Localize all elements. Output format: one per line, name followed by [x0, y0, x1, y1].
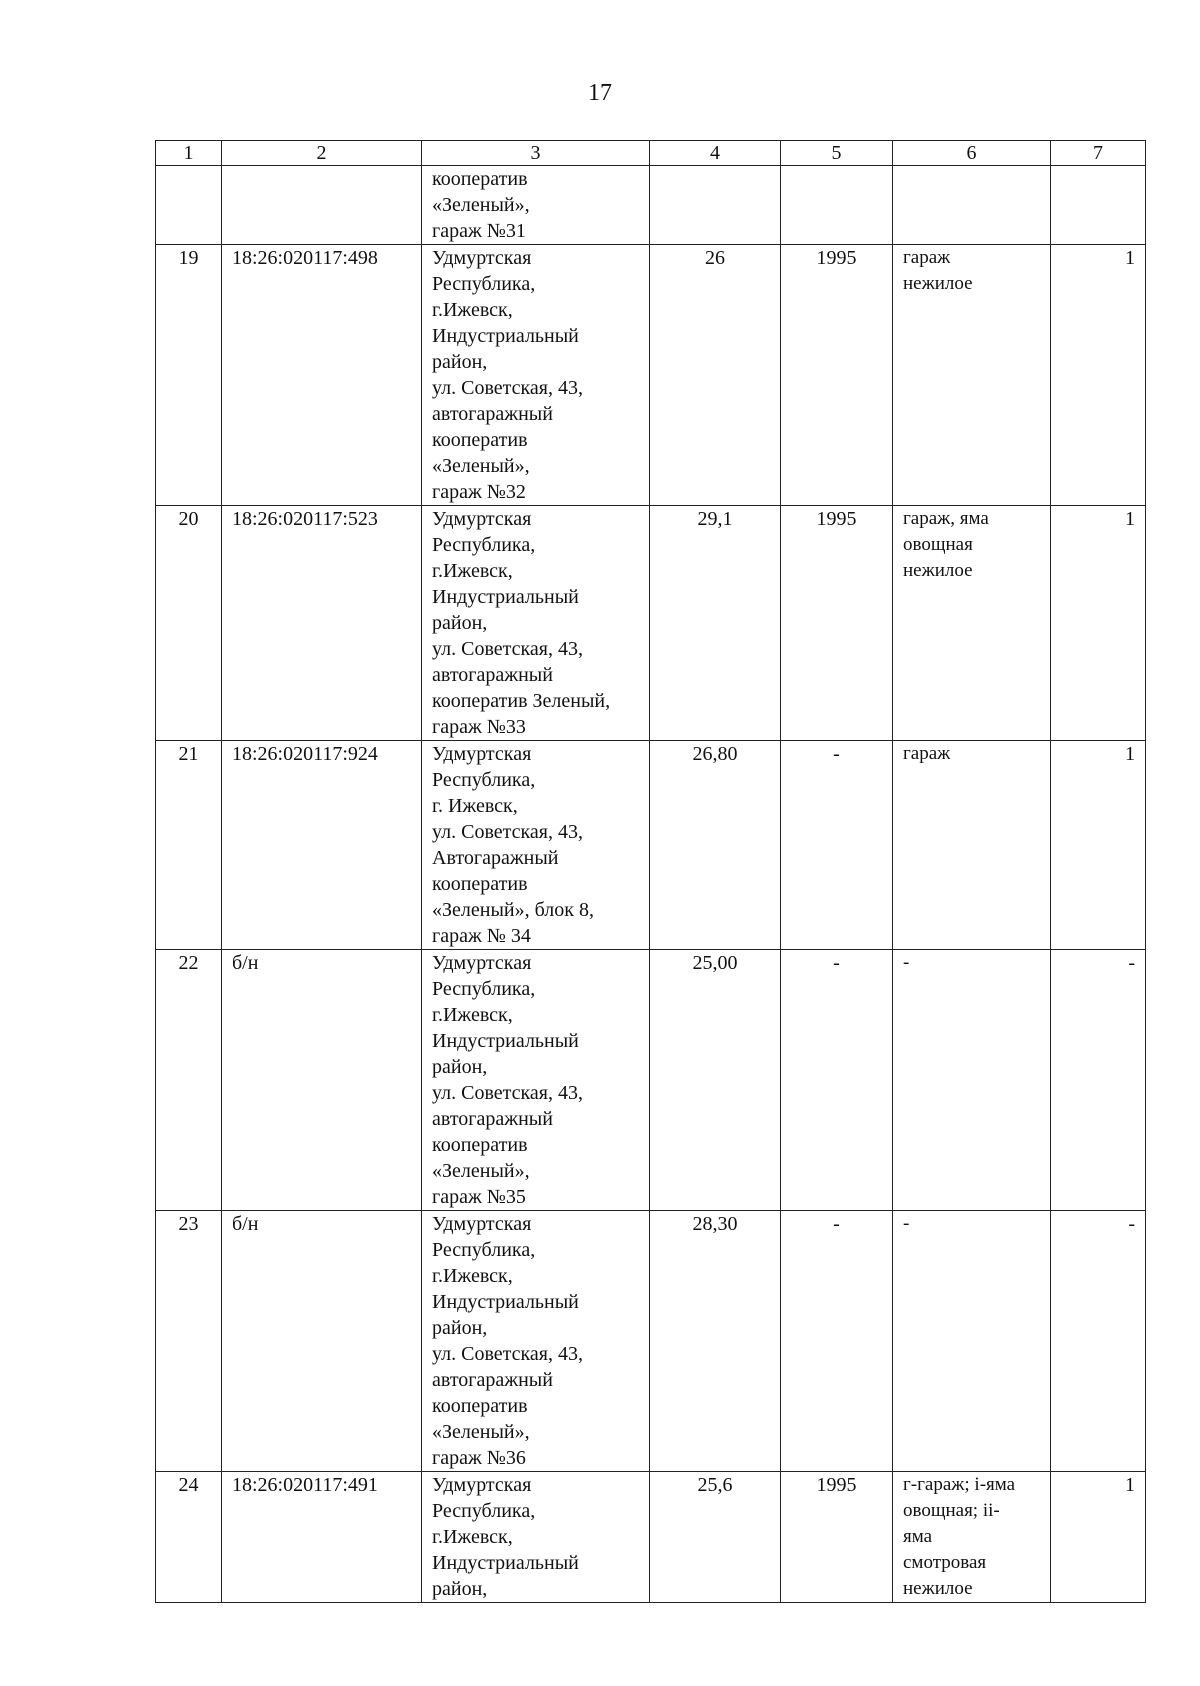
- address-cell: Удмуртская Республика, г.Ижевск, Индустриальный район, ул. Советская, 43, автогаражный кооператив «Зеленый», гараж №35: [422, 950, 650, 1211]
- address-cell: Удмуртская Республика, г.Ижевск, Индустриальный район, ул. Советская, 43, автогаражный кооператив «Зеленый», гараж №32: [422, 245, 650, 506]
- table-row: [156, 506, 1146, 741]
- table-row: [156, 245, 1146, 506]
- type-cell: -: [893, 950, 1051, 1211]
- type-cell: гараж, яма овощная нежилое: [893, 506, 1051, 741]
- type-cell: гараж: [893, 741, 1051, 950]
- property-table: [155, 140, 1146, 1603]
- table-row: [156, 741, 1146, 950]
- row-number-cell: 20: [156, 506, 222, 741]
- cadastral-number-cell: [222, 166, 422, 245]
- area-cell: [650, 166, 781, 245]
- table-row: [156, 1211, 1146, 1472]
- column-header: 5: [781, 141, 893, 166]
- quantity-cell: 1: [1051, 245, 1146, 506]
- quantity-cell: 1: [1051, 741, 1146, 950]
- column-header: 7: [1051, 141, 1146, 166]
- cadastral-number-cell: 18:26:020117:498: [222, 245, 422, 506]
- year-cell: 1995: [781, 506, 893, 741]
- type-cell: -: [893, 1211, 1051, 1472]
- quantity-cell: 1: [1051, 1472, 1146, 1603]
- year-cell: [781, 166, 893, 245]
- page-number: 17: [588, 80, 612, 106]
- column-header: 3: [422, 141, 650, 166]
- row-number-cell: 22: [156, 950, 222, 1211]
- row-number-cell: [156, 166, 222, 245]
- quantity-cell: -: [1051, 950, 1146, 1211]
- cadastral-number-cell: 18:26:020117:523: [222, 506, 422, 741]
- cadastral-number-cell: 18:26:020117:924: [222, 741, 422, 950]
- year-cell: -: [781, 950, 893, 1211]
- row-number-cell: 24: [156, 1472, 222, 1603]
- cadastral-number-cell: б/н: [222, 950, 422, 1211]
- year-cell: 1995: [781, 245, 893, 506]
- quantity-cell: 1: [1051, 506, 1146, 741]
- area-cell: 25,00: [650, 950, 781, 1211]
- type-cell: гараж нежилое: [893, 245, 1051, 506]
- column-header: 6: [893, 141, 1051, 166]
- address-cell: Удмуртская Республика, г.Ижевск, Индустриальный район, ул. Советская, 43, автогаражный кооператив Зеленый, гараж №33: [422, 506, 650, 741]
- address-cell: Удмуртская Республика, г. Ижевск, ул. Советская, 43, Автогаражный кооператив «Зеленый», блок 8, гараж № 34: [422, 741, 650, 950]
- type-cell: г-гараж; i-яма овощная; ii- яма смотровая нежилое: [893, 1472, 1051, 1603]
- area-cell: 25,6: [650, 1472, 781, 1603]
- year-cell: -: [781, 741, 893, 950]
- quantity-cell: -: [1051, 1211, 1146, 1472]
- area-cell: 26: [650, 245, 781, 506]
- row-number-cell: 21: [156, 741, 222, 950]
- header-row: [156, 141, 1146, 166]
- column-header: 1: [156, 141, 222, 166]
- cadastral-number-cell: 18:26:020117:491: [222, 1472, 422, 1603]
- row-number-cell: 23: [156, 1211, 222, 1472]
- table-row: [156, 950, 1146, 1211]
- address-cell: Удмуртская Республика, г.Ижевск, Индустриальный район,: [422, 1472, 650, 1603]
- address-cell: Удмуртская Республика, г.Ижевск, Индустриальный район, ул. Советская, 43, автогаражный кооператив «Зеленый», гараж №36: [422, 1211, 650, 1472]
- row-number-cell: 19: [156, 245, 222, 506]
- continuation-row: [156, 166, 1146, 245]
- year-cell: 1995: [781, 1472, 893, 1603]
- cadastral-number-cell: б/н: [222, 1211, 422, 1472]
- address-cell: кооператив «Зеленый», гараж №31: [422, 166, 650, 245]
- type-cell: [893, 166, 1051, 245]
- year-cell: -: [781, 1211, 893, 1472]
- area-cell: 29,1: [650, 506, 781, 741]
- table-row: [156, 1472, 1146, 1603]
- quantity-cell: [1051, 166, 1146, 245]
- area-cell: 26,80: [650, 741, 781, 950]
- column-header: 2: [222, 141, 422, 166]
- area-cell: 28,30: [650, 1211, 781, 1472]
- column-header: 4: [650, 141, 781, 166]
